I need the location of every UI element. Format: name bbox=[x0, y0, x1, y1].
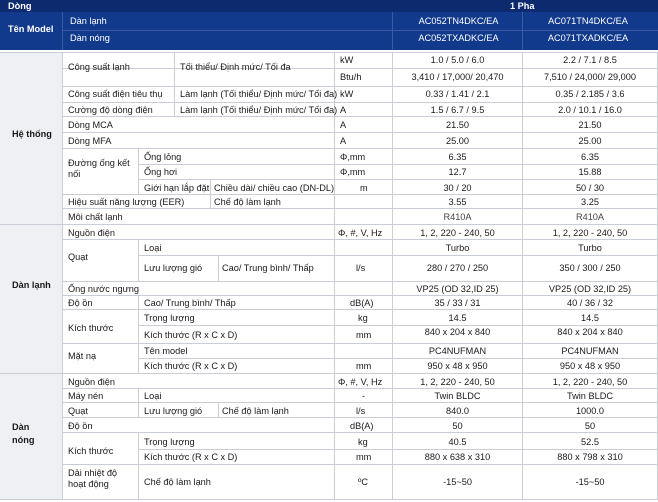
piping-label: Đường ống kết nối bbox=[68, 158, 130, 179]
model-indoor-2: AC071TN4DKC/EA bbox=[548, 16, 628, 26]
value-power-2: 0.35 / 2.185 / 3.6 bbox=[555, 89, 625, 99]
operating-unit: ºC bbox=[358, 477, 368, 487]
indoor-unit-label: Dàn lạnh bbox=[70, 16, 107, 26]
current-label: Cường độ dòng điện bbox=[68, 105, 153, 115]
outdoor-airflow-2: 1000.0 bbox=[575, 406, 605, 416]
operating-range-2: -15~50 bbox=[575, 477, 605, 487]
indoor-airflow-2: 350 / 300 / 250 bbox=[559, 263, 621, 273]
outdoor-size-2: 880 x 798 x 310 bbox=[557, 452, 623, 462]
outdoor-power-1: 1, 2, 220 - 240, 50 bbox=[420, 377, 495, 387]
unit-m: m bbox=[360, 183, 368, 193]
unit-liquid: Φ,mm bbox=[340, 152, 366, 162]
drain-1: VP25 (OD 32,ID 25) bbox=[416, 284, 499, 294]
outdoor-weight-label: Trọng lượng bbox=[144, 437, 195, 447]
indoor-size-1: 840 x 204 x 840 bbox=[424, 327, 491, 337]
indoor-group-label: Dàn lạnh bbox=[12, 280, 51, 290]
indoor-weight-label: Trọng lượng bbox=[144, 313, 195, 323]
indoor-power-unit: Φ, #, V, Hz bbox=[338, 228, 383, 238]
outdoor-power-2: 1, 2, 220 - 240, 50 bbox=[552, 377, 628, 387]
eer-label: Hiệu suất năng lượng (EER) bbox=[68, 197, 185, 207]
panel-size-1: 950 x 48 x 950 bbox=[427, 361, 488, 371]
unit-mfa: A bbox=[340, 136, 347, 146]
indoor-noise-label: Độ ồn bbox=[68, 298, 93, 308]
value-gas-1: 12.7 bbox=[448, 167, 467, 177]
model-name-label: Tên Model bbox=[8, 24, 54, 34]
outdoor-group-label: Dàn nóng bbox=[12, 422, 35, 445]
indoor-dimensions-label: Kích thước bbox=[68, 323, 114, 333]
indoor-airflow-unit: l/s bbox=[356, 263, 366, 273]
power-input-label: Công suất điện tiêu thụ bbox=[68, 89, 163, 99]
indoor-group-cell bbox=[0, 224, 62, 373]
panel-model-label: Tên model bbox=[144, 346, 188, 356]
mca-label: Dòng MCA bbox=[68, 120, 113, 130]
outdoor-weight-unit: kg bbox=[358, 437, 368, 447]
header-model-row bbox=[0, 12, 658, 50]
drain-label: Ống nước ngưng bbox=[68, 284, 139, 294]
eer-mode-label: Chế độ làm lạnh bbox=[214, 197, 281, 207]
mfa-label: Dòng MFA bbox=[68, 136, 112, 146]
compressor-1: Twin BLDC bbox=[434, 391, 481, 401]
outdoor-size-1: 880 x 638 x 310 bbox=[424, 452, 491, 462]
value-current-2: 2.0 / 10.1 / 16.0 bbox=[558, 105, 622, 115]
panel-label: Mặt nạ bbox=[68, 351, 97, 361]
outdoor-airflow-unit: l/s bbox=[356, 406, 366, 416]
unit-kw: kW bbox=[340, 55, 354, 65]
outdoor-size-label: Kích thước (R x C x D) bbox=[144, 452, 238, 462]
min-rated-max-label: Tối thiểu/ Định mức/ Tối đa bbox=[180, 62, 291, 72]
indoor-size-unit: mm bbox=[356, 330, 372, 340]
value-kw-1: 1.0 / 5.0 / 6.0 bbox=[430, 55, 485, 65]
indoor-airflow-1: 280 / 270 / 250 bbox=[426, 263, 489, 273]
outdoor-noise-2: 50 bbox=[584, 421, 596, 431]
operating-mode-label: Chế độ làm lạnh bbox=[144, 477, 211, 487]
indoor-noise-2: 40 / 36 / 32 bbox=[567, 298, 613, 308]
operating-range-1: -15~50 bbox=[443, 477, 472, 487]
cooling-min-rated-max-label: Làm lạnh (Tối thiểu/ Định mức/ Tối đa) bbox=[180, 89, 338, 99]
indoor-power-2: 1, 2, 220 - 240, 50 bbox=[552, 228, 628, 238]
indoor-fan-label: Quạt bbox=[68, 252, 88, 262]
compressor-unit: - bbox=[362, 391, 366, 401]
indoor-weight-1: 14.5 bbox=[448, 313, 467, 323]
model-outdoor-2: AC071TXADKC/EA bbox=[547, 33, 629, 43]
outdoor-fan-label: Quạt bbox=[68, 406, 88, 416]
indoor-noise-hml-label: Cao/ Trung bình/ Thấp bbox=[144, 298, 236, 308]
outdoor-unit-label: Dàn nóng bbox=[70, 33, 110, 43]
panel-model-2: PC4NUFMAN bbox=[561, 346, 619, 356]
indoor-weight-unit: kg bbox=[358, 313, 368, 323]
install-limit-label: Giới hạn lắp đặt bbox=[144, 183, 210, 193]
current-mode-label: Làm lạnh (Tối thiểu/ Định mức/ Tối đa) bbox=[180, 105, 338, 115]
indoor-airflow-label: Lưu lượng gió bbox=[144, 263, 203, 273]
gas-pipe-label: Ống hơi bbox=[144, 167, 178, 177]
value-limit-1: 30 / 20 bbox=[443, 183, 472, 193]
indoor-fan-type-1: Turbo bbox=[445, 243, 470, 253]
value-kw-2: 2.2 / 7.1 / 8.5 bbox=[563, 55, 617, 65]
liquid-pipe-label: Ống lỏng bbox=[144, 152, 182, 162]
unit-gas: Φ,mm bbox=[340, 167, 366, 177]
indoor-power-1: 1, 2, 220 - 240, 50 bbox=[420, 228, 495, 238]
compressor-label: Máy nén bbox=[68, 391, 104, 401]
outdoor-weight-1: 40.5 bbox=[448, 437, 467, 447]
value-liquid-2: 6.35 bbox=[581, 152, 599, 162]
value-current-1: 1.5 / 6.7 / 9.5 bbox=[430, 105, 485, 115]
system-group-label: Hệ thống bbox=[12, 129, 52, 139]
indoor-airflow-hml-label: Cao/ Trung bình/ Thấp bbox=[222, 263, 314, 273]
outdoor-noise-1: 50 bbox=[452, 421, 463, 431]
unit-btuh: Btu/h bbox=[340, 72, 362, 82]
drain-2: VP25 (OD 32,ID 25) bbox=[548, 284, 632, 294]
outdoor-dimensions-label: Kích thước bbox=[68, 446, 114, 456]
value-limit-2: 50 / 30 bbox=[575, 183, 605, 193]
value-btuh-2: 7,510 / 24,000/ 29,000 bbox=[544, 72, 636, 82]
indoor-noise-unit: dB(A) bbox=[350, 298, 374, 308]
value-eer-2: 3.25 bbox=[581, 197, 599, 207]
outdoor-airflow-label: Lưu lượng gió bbox=[144, 406, 203, 416]
outdoor-noise-label: Độ ồn bbox=[68, 421, 93, 431]
operating-range-label: Dải nhiệt độ hoạt động bbox=[68, 468, 118, 489]
value-btuh-1: 3,410 / 17,000/ 20,470 bbox=[411, 72, 504, 82]
value-refrigerant-2: R410A bbox=[575, 212, 605, 222]
unit-mca: A bbox=[340, 120, 347, 130]
value-mfa-1: 25.00 bbox=[446, 136, 469, 146]
refrigerant-label: Môi chất lạnh bbox=[68, 212, 123, 222]
indoor-noise-1: 35 / 33 / 31 bbox=[434, 298, 481, 308]
outdoor-noise-unit: dB(A) bbox=[350, 421, 374, 431]
outdoor-weight-2: 52.5 bbox=[581, 437, 599, 447]
indoor-size-label: Kích thước (R x C x D) bbox=[144, 330, 238, 340]
header-series-row bbox=[0, 0, 658, 12]
value-gas-2: 15.88 bbox=[578, 167, 602, 177]
outdoor-airflow-1: 840.0 bbox=[446, 406, 469, 416]
value-mfa-2: 25.00 bbox=[578, 136, 602, 146]
panel-size-label: Kích thước (R x C x D) bbox=[144, 361, 238, 371]
indoor-fan-type-2: Turbo bbox=[578, 243, 602, 253]
unit-power: kW bbox=[340, 89, 354, 99]
outdoor-power-unit: Φ, #, V, Hz bbox=[338, 377, 383, 387]
value-mca-2: 21.50 bbox=[578, 120, 602, 130]
model-outdoor-1: AC052TXADKC/EA bbox=[418, 33, 499, 43]
cooling-capacity-label: Công suất lạnh bbox=[68, 62, 130, 72]
series-label: Dòng bbox=[8, 1, 32, 11]
panel-size-unit: mm bbox=[356, 361, 372, 371]
compressor-2: Twin BLDC bbox=[567, 391, 613, 401]
unit-amp: A bbox=[340, 105, 347, 115]
value-power-1: 0.33 / 1.41 / 2.1 bbox=[425, 89, 490, 99]
value-eer-1: 3.55 bbox=[448, 197, 467, 207]
indoor-power-label: Nguồn điện bbox=[68, 228, 115, 238]
indoor-fan-type-label: Loại bbox=[144, 243, 162, 253]
value-liquid-1: 6.35 bbox=[448, 152, 467, 162]
value-mca-1: 21.50 bbox=[446, 120, 469, 130]
panel-size-2: 950 x 48 x 950 bbox=[559, 361, 621, 371]
panel-model-1: PC4NUFMAN bbox=[428, 346, 487, 356]
model-indoor-1: AC052TN4DKC/EA bbox=[418, 16, 499, 26]
phase-label: 1 Pha bbox=[510, 1, 535, 11]
compressor-type-label: Loại bbox=[144, 391, 162, 401]
indoor-size-2: 840 x 204 x 840 bbox=[557, 327, 623, 337]
outdoor-size-unit: mm bbox=[356, 452, 372, 462]
length-height-label: Chiều dài/ chiều cao (DN-DL) bbox=[214, 183, 334, 193]
outdoor-power-label: Nguồn điện bbox=[68, 377, 115, 387]
indoor-weight-2: 14.5 bbox=[581, 313, 599, 323]
outdoor-airflow-mode-label: Chế độ làm lạnh bbox=[222, 406, 289, 416]
value-refrigerant-1: R410A bbox=[443, 212, 472, 222]
